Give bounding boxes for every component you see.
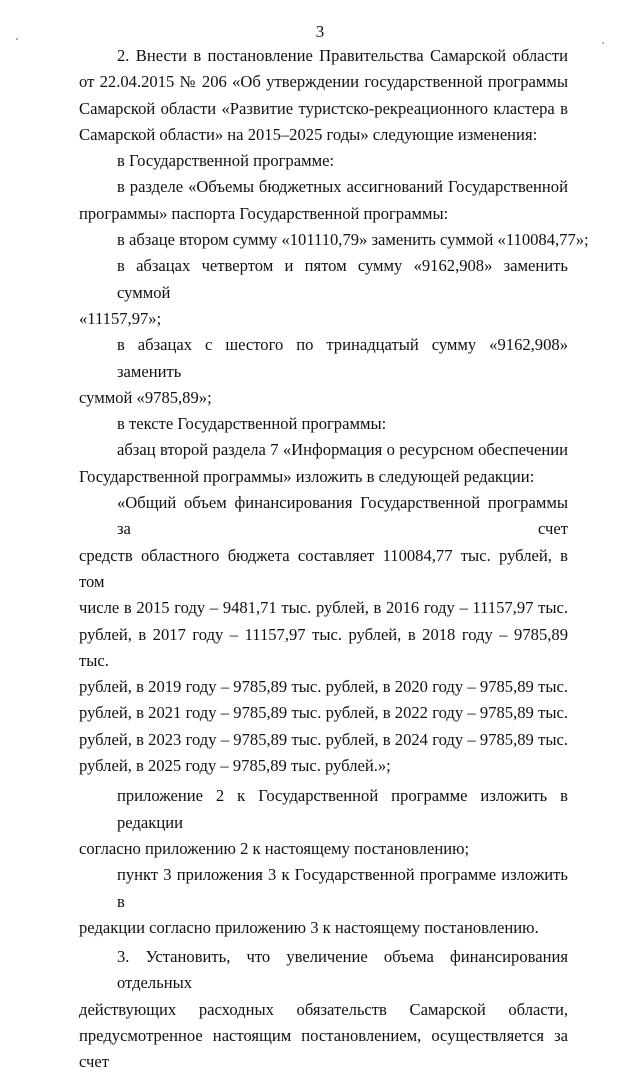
- text-line: рублей, в 2019 году – 9785,89 тыс. рублей, в 2020 году – 9785,89 тыс.: [79, 677, 568, 697]
- text-line: «11157,97»;: [79, 308, 162, 328]
- text-line: абзац второй раздела 7 «Информация о ресурсном обеспечении: [117, 440, 568, 460]
- text-line: 3. Установить, что увеличение объема финансирования отдельных: [117, 947, 568, 993]
- text-line: предусмотренное настоящим постановлением, осуществляется за счет: [79, 1025, 568, 1072]
- text-line: в тексте Государственной программы:: [117, 414, 387, 434]
- text-line: пункт 3 приложения 3 к Государственной программе изложить в: [117, 865, 568, 911]
- text-line: в абзацах с шестого по тринадцатый сумму «9162,908» заменить: [117, 335, 568, 381]
- text-line: рублей, в 2025 году – 9785,89 тыс. рублей.»;: [79, 756, 391, 776]
- text-line: программы» паспорта Государственной программы:: [79, 203, 449, 223]
- text-line: рублей, в 2023 году – 9785,89 тыс. рублей, в 2024 году – 9785,89 тыс.: [79, 729, 568, 749]
- text-line: Самарской области» на 2015–2025 годы» следующие изменения:: [79, 124, 538, 144]
- text-line: от 22.04.2015 № 206 «Об утверждении государственной программы: [79, 72, 568, 92]
- text-line: редакции согласно приложению 3 к настоящему постановлению.: [79, 917, 539, 937]
- page-number: 3: [315, 22, 325, 41]
- text-line: рублей, в 2021 году – 9785,89 тыс. рублей, в 2022 году – 9785,89 тыс.: [79, 703, 568, 723]
- text-line: числе в 2015 году – 9481,71 тыс. рублей, в 2016 году – 11157,97 тыс.: [79, 598, 568, 618]
- document-body: [79, 43, 589, 1076]
- text-line: согласно приложению 2 к настоящему постановлению;: [79, 838, 470, 858]
- text-line: 2. Внести в постановление Правительства Самарской области: [117, 46, 568, 65]
- text-line: Государственной программы» изложить в следующей редакции:: [79, 466, 535, 486]
- text-line: Самарской области «Развитие туристско-рекреационного кластера в: [79, 98, 568, 118]
- text-line: действующих расходных обязательств Самарской области,: [79, 999, 568, 1019]
- text-line: в абзаце втором сумму «101110,79» заменить суммой «110084,77»;: [117, 230, 589, 250]
- text-line: суммой «9785,89»;: [79, 387, 212, 407]
- scan-speck: [16, 38, 18, 40]
- text-line: приложение 2 к Государственной программе изложить в редакции: [117, 786, 568, 832]
- text-line: «Общий объем финансирования Государственной программы за счет: [117, 493, 568, 539]
- text-line: в разделе «Объемы бюджетных ассигнований Государственной: [117, 177, 568, 197]
- text-line: средств областного бюджета составляет 110084,77 тыс. рублей, в том: [79, 545, 568, 591]
- text-line: в абзацах четвертом и пятом сумму «9162,908» заменить суммой: [117, 256, 568, 302]
- scan-speck: [602, 42, 604, 44]
- text-line: в Государственной программе:: [117, 151, 335, 171]
- text-line: рублей, в 2017 году – 11157,97 тыс. рублей, в 2018 году – 9785,89 тыс.: [79, 624, 568, 670]
